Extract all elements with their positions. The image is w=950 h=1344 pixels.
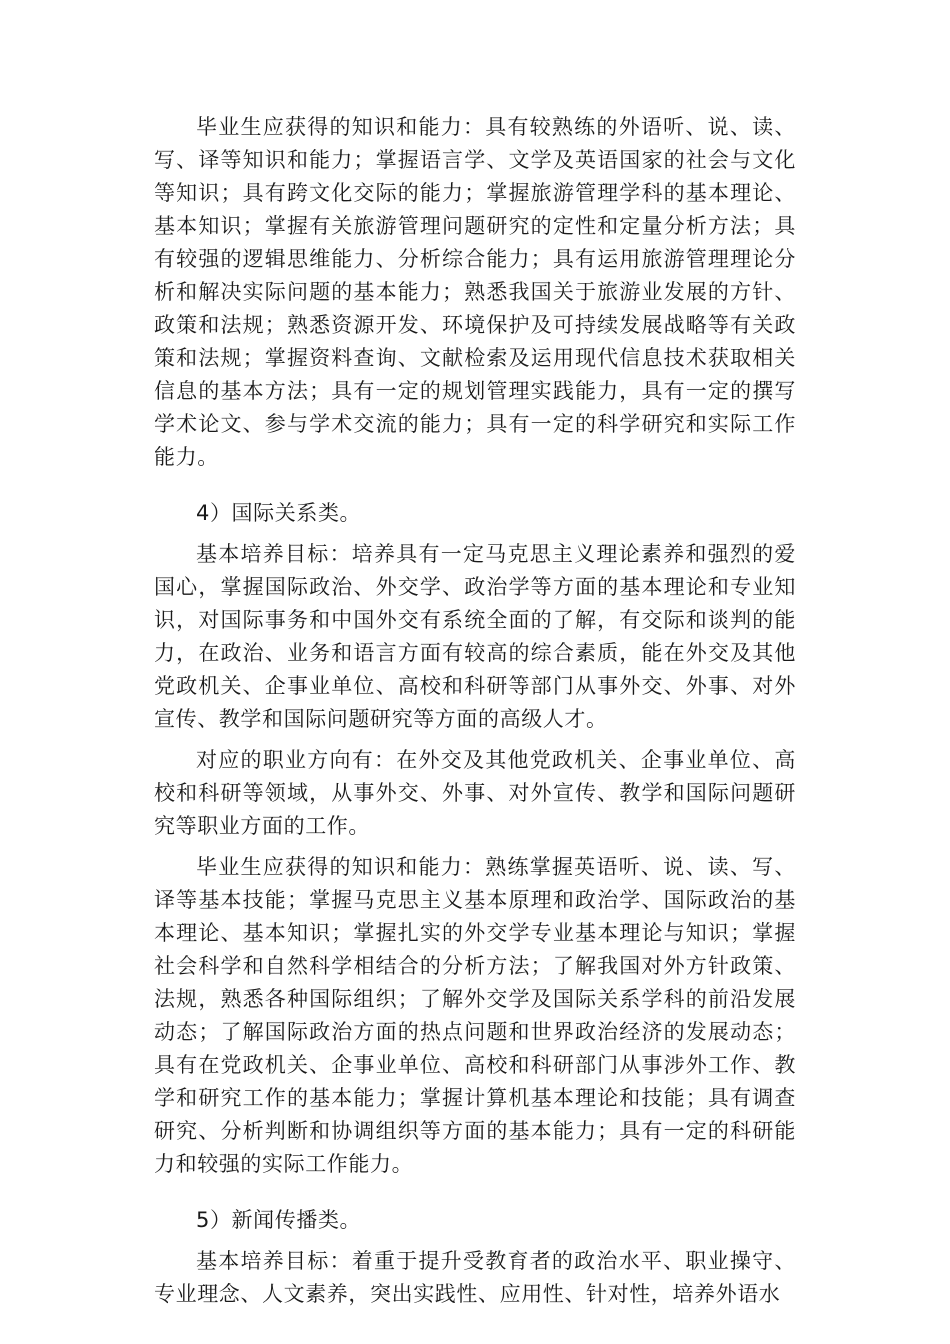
section-heading-journalism: 5）新闻传播类。 (196, 1208, 362, 1232)
paragraph-ir-career-direction: 对应的职业方向有：在外交及其他党政机关、企事业单位、高校和科研等领域，从事外交、外事、对外宣传、教学和国际问题研究等职业方面的工作。 (154, 748, 796, 838)
paragraph-ir-training-goal: 基本培养目标：培养具有一定马克思主义理论素养和强烈的爱国心，掌握国际政治、外交学、政治学等方面的基本理论和专业知识，对国际事务和中国外交有系统全面的了解，有交际和谈判的能力，在政治、业务和语言方面有较高的综合素质，能在外交及其他党政机关、企事业单位、高校和科研等部门从事外交、外事、对外宣传、教学和国际问题研究等方面的高级人才。 (154, 542, 796, 731)
paragraph-journalism-training-goal: 基本培养目标：着重于提升受教育者的政治水平、职业操守、专业理念、人文素养，突出实践性、应用性、针对性，培养外语水 (154, 1249, 796, 1306)
document-body (154, 111, 796, 1311)
section-heading-international-relations: 4）国际关系类。 (196, 501, 362, 525)
paragraph-ir-knowledge-abilities: 毕业生应获得的知识和能力：熟练掌握英语听、说、读、写、译等基本技能；掌握马克思主义基本原理和政治学、国际政治的基本理论、基本知识；掌握扎实的外交学专业基本理论与知识；掌握社会科学和自然科学相结合的分析方法；了解我国对外方针政策、法规，熟悉各种国际组织；了解外交学及国际关系学科的前沿发展动态；了解国际政治方面的热点问题和世界政治经济的发展动态；具有在党政机关、企事业单位、高校和科研部门从事涉外工作、教学和研究工作的基本能力；掌握计算机基本理论和技能；具有调查研究、分析判断和协调组织等方面的基本能力；具有一定的科研能力和较强的实际工作能力。 (154, 855, 796, 1176)
paragraph-tourism-knowledge-abilities: 毕业生应获得的知识和能力：具有较熟练的外语听、说、读、写、译等知识和能力；掌握语言学、文学及英语国家的社会与文化等知识；具有跨文化交际的能力；掌握旅游管理学科的基本理论、基本知识；掌握有关旅游管理问题研究的定性和定量分析方法；具有较强的逻辑思维能力、分析综合能力；具有运用旅游管理理论分析和解决实际问题的基本能力；熟悉我国关于旅游业发展的方针、政策和法规；熟悉资源开发、环境保护及可持续发展战略等有关政策和法规；掌握资料查询、文献检索及运用现代信息技术获取相关信息的基本方法；具有一定的规划管理实践能力，具有一定的撰写学术论文、参与学术交流的能力；具有一定的科学研究和实际工作能力。 (154, 115, 796, 469)
